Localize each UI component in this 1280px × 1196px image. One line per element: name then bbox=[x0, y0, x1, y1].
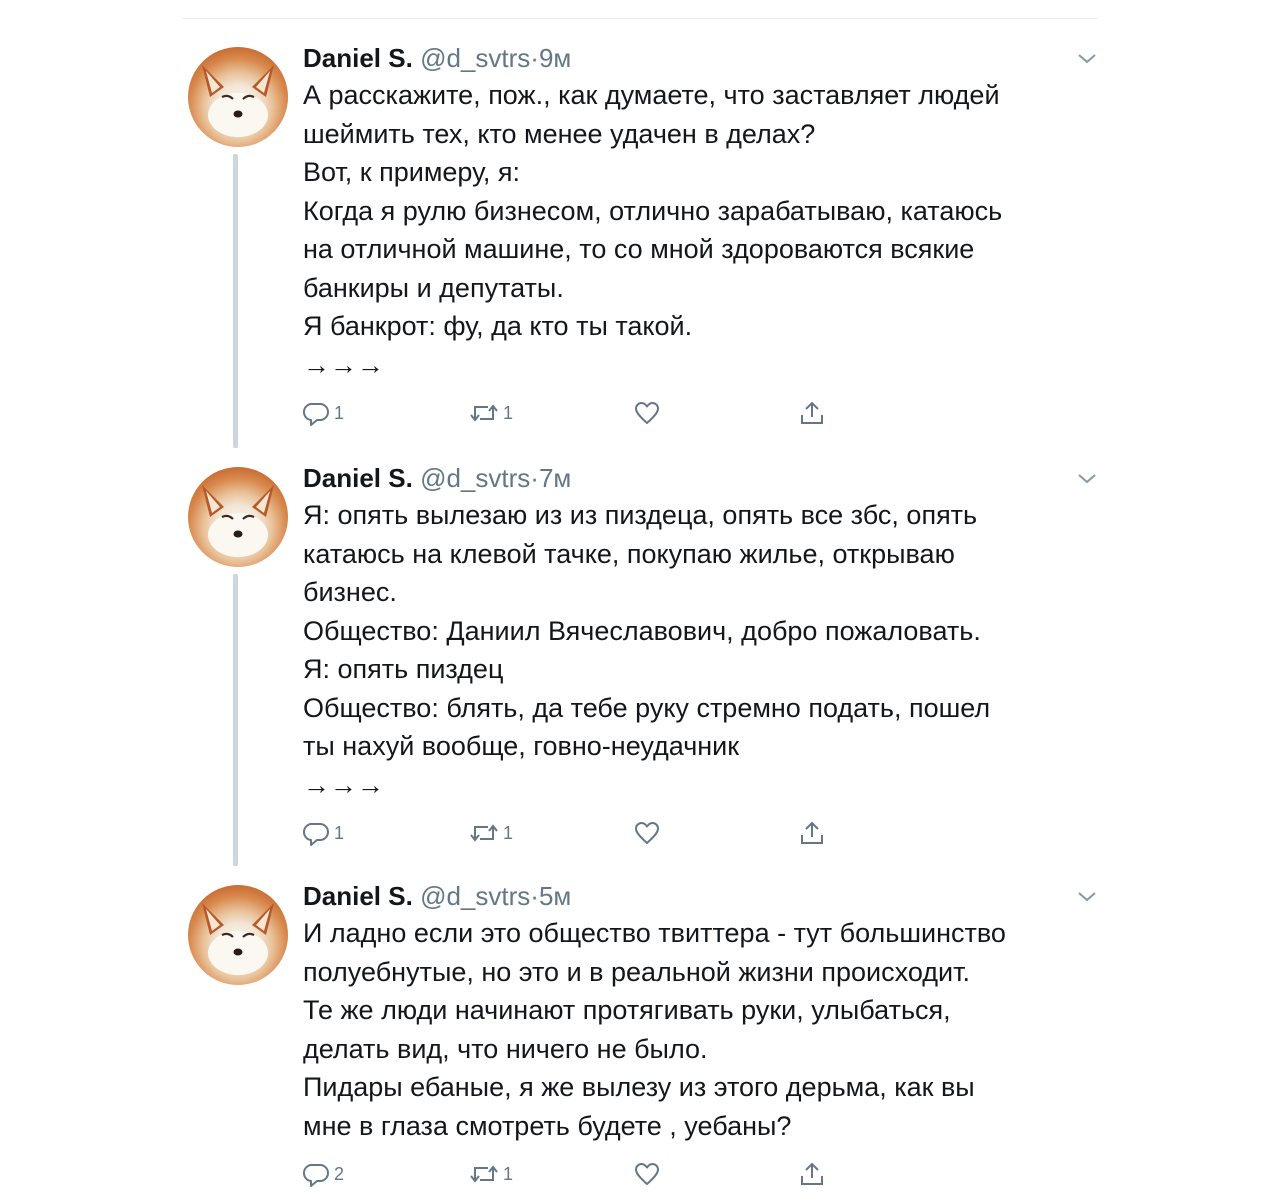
thread-connector bbox=[233, 574, 238, 866]
author-name[interactable]: Daniel S. bbox=[303, 881, 413, 911]
chevron-down-icon bbox=[1077, 470, 1097, 486]
retweet-icon bbox=[468, 399, 500, 427]
reply-icon bbox=[303, 819, 331, 847]
separator-dot: · bbox=[530, 43, 539, 73]
like-button[interactable] bbox=[633, 1159, 661, 1189]
author-handle[interactable]: @d_svtrs bbox=[420, 43, 531, 73]
author-handle[interactable]: @d_svtrs bbox=[420, 881, 531, 911]
retweet-count: 1 bbox=[503, 822, 514, 843]
tweet-header bbox=[303, 460, 571, 496]
avatar[interactable] bbox=[188, 47, 288, 147]
separator-dot: · bbox=[530, 463, 539, 493]
share-button[interactable] bbox=[798, 818, 826, 848]
reply-icon bbox=[303, 1160, 331, 1188]
fox-avatar-icon bbox=[188, 467, 288, 567]
tweet-menu-button[interactable] bbox=[1077, 50, 1097, 66]
fox-avatar-icon bbox=[188, 885, 288, 985]
share-button[interactable] bbox=[798, 398, 826, 428]
tweet-menu-button[interactable] bbox=[1077, 888, 1097, 904]
timestamp[interactable]: 9м bbox=[538, 43, 572, 73]
reply-button[interactable] bbox=[303, 398, 344, 428]
chevron-down-icon bbox=[1077, 50, 1097, 66]
author-handle[interactable]: @d_svtrs bbox=[420, 463, 531, 493]
reply-icon bbox=[303, 399, 331, 427]
retweet-button[interactable] bbox=[468, 1159, 513, 1189]
tweet-text: И ладно если это общество твиттера - тут большинство полуебнутые, но это и в реальной жизни происходит. Те же люди начинают протягивать руки, улыбаться, делать вид, что ничего не было. Пидары ебаные, я же вылезу из этого дерьма, как вы мне в глаза смотреть будете , уебаны? bbox=[303, 918, 1006, 1141]
timeline-top-divider bbox=[183, 18, 1097, 19]
heart-icon bbox=[633, 819, 661, 847]
retweet-count: 1 bbox=[503, 1163, 514, 1184]
retweet-icon bbox=[468, 1160, 500, 1188]
tweet-menu-button[interactable] bbox=[1077, 470, 1097, 486]
retweet-button[interactable] bbox=[468, 398, 513, 428]
fox-avatar-icon bbox=[188, 47, 288, 147]
share-icon bbox=[798, 819, 826, 847]
retweet-button[interactable] bbox=[468, 818, 513, 848]
reply-count: 1 bbox=[334, 822, 345, 843]
share-button[interactable] bbox=[798, 1159, 826, 1189]
share-icon bbox=[798, 1160, 826, 1188]
author-name[interactable]: Daniel S. bbox=[303, 43, 413, 73]
author-name[interactable]: Daniel S. bbox=[303, 463, 413, 493]
retweet-icon bbox=[468, 819, 500, 847]
tweet-text: А расскажите, пож., как думаете, что заставляет людей шеймить тех, кто менее удачен в делах? Вот, к примеру, я: Когда я рулю бизнесом, отлично зарабатываю, катаюсь на отличной машине, то со мной здороваются всякие банкиры и депутаты. Я банкрот: фу, да кто ты такой. →→→ bbox=[303, 80, 1003, 380]
reply-button[interactable] bbox=[303, 1159, 344, 1189]
avatar[interactable] bbox=[188, 885, 288, 985]
heart-icon bbox=[633, 1160, 661, 1188]
retweet-count: 1 bbox=[503, 402, 514, 423]
tweet-text: Я: опять вылезаю из из пиздеца, опять все збс, опять катаюсь на клевой тачке, покупаю жилье, открываю бизнес. Общество: Даниил Вячеславович, добро пожаловать. Я: опять пиздец Общество: блять, да тебе руку стремно подать, пошел ты нахуй вообще, говно-неудачник →→→ bbox=[303, 500, 991, 800]
reply-count: 1 bbox=[334, 402, 345, 423]
timestamp[interactable]: 5м bbox=[538, 881, 572, 911]
like-button[interactable] bbox=[633, 818, 661, 848]
tweet-header bbox=[303, 40, 571, 76]
thread-connector bbox=[233, 154, 238, 448]
reply-button[interactable] bbox=[303, 818, 344, 848]
share-icon bbox=[798, 399, 826, 427]
chevron-down-icon bbox=[1077, 888, 1097, 904]
tweet-header bbox=[303, 878, 571, 914]
timestamp[interactable]: 7м bbox=[538, 463, 572, 493]
avatar[interactable] bbox=[188, 467, 288, 567]
reply-count: 2 bbox=[334, 1163, 345, 1184]
heart-icon bbox=[633, 399, 661, 427]
separator-dot: · bbox=[530, 881, 539, 911]
like-button[interactable] bbox=[633, 398, 661, 428]
